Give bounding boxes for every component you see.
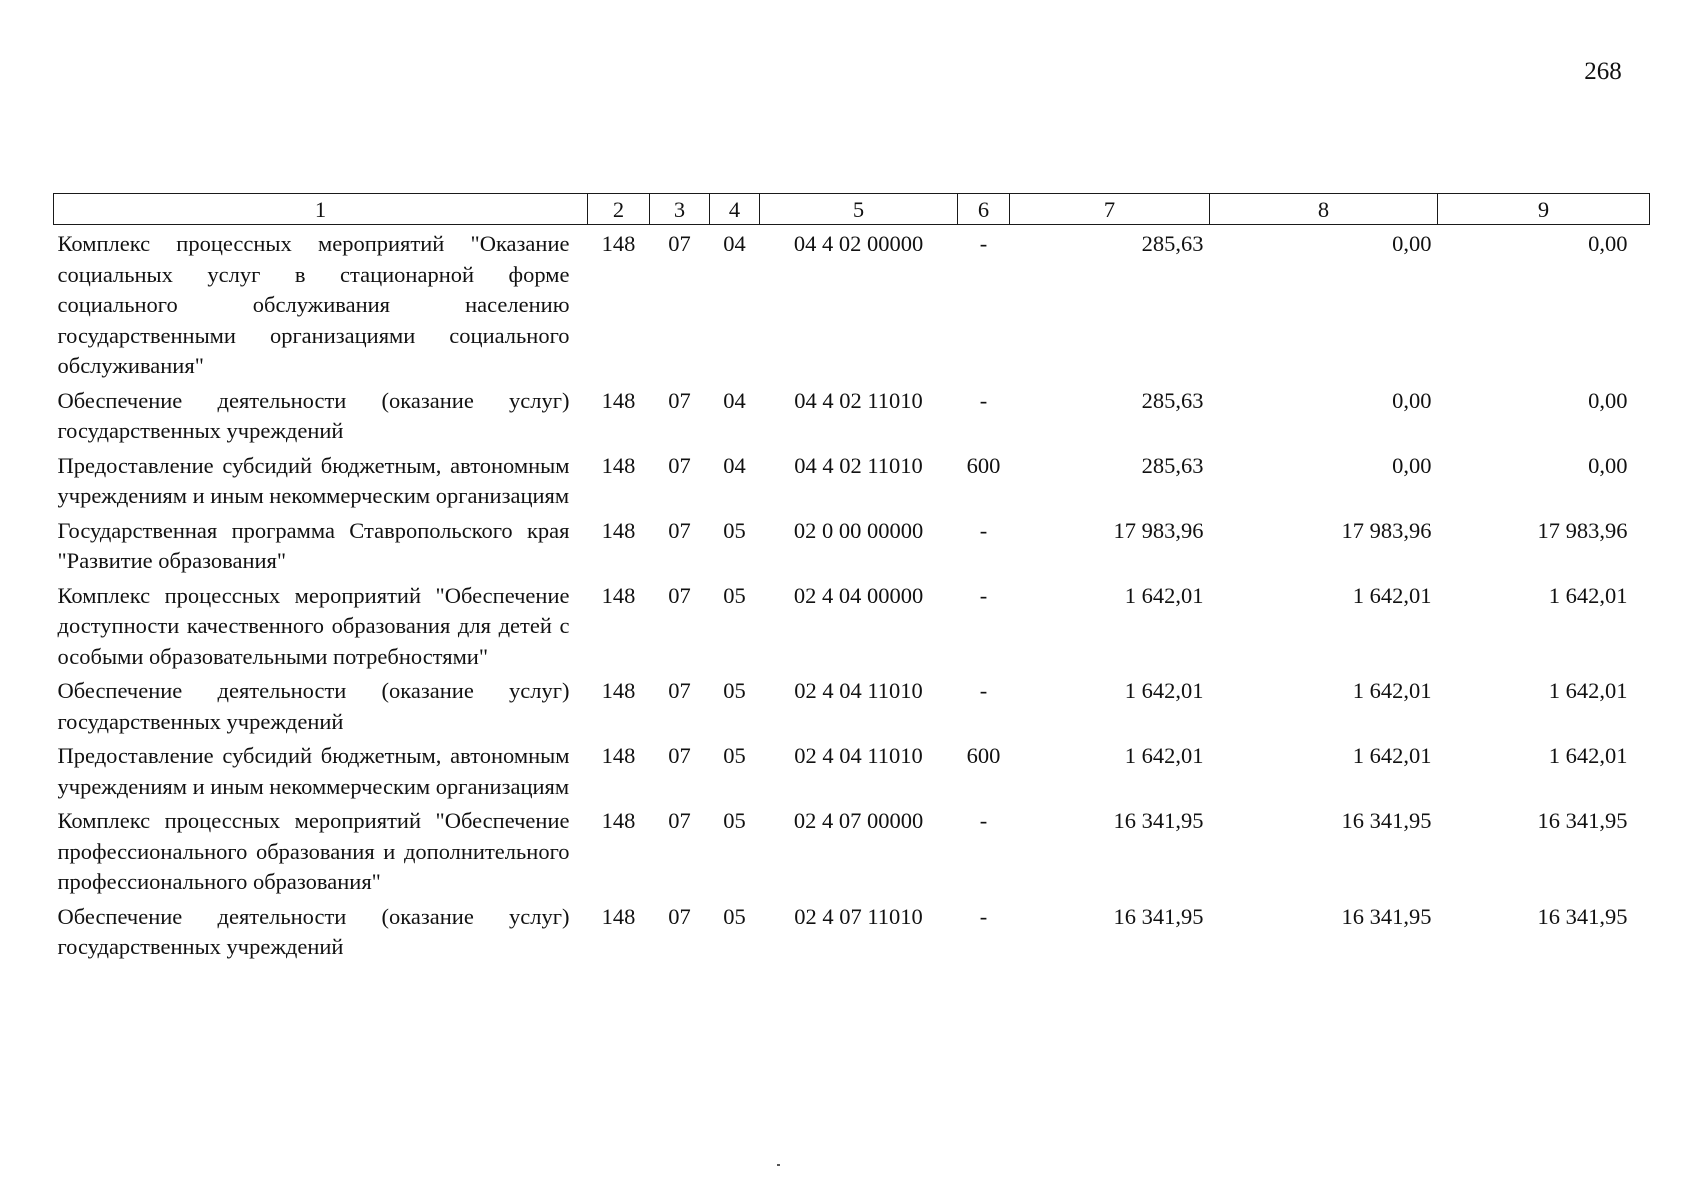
budget-table xyxy=(53,193,1650,963)
amount-col9-cell: 0,00 xyxy=(1588,231,1628,256)
table-row xyxy=(54,898,1650,963)
header-cell: 6 xyxy=(958,194,1010,225)
table-row xyxy=(54,382,1650,447)
subsection-code-cell: 05 xyxy=(723,808,746,833)
ministry-code-cell: 148 xyxy=(601,517,636,543)
ministry-code-cell: 148 xyxy=(601,678,636,703)
amount-col8-cell: 0,00 xyxy=(1392,387,1432,413)
row-name-cell: Комплекс процессных мероприятий "Обеспечение профессионального образования и дополнительного профессионального образования" xyxy=(57,808,570,894)
target-item-cell: 04 4 02 11010 xyxy=(794,387,923,413)
amount-col9-cell: 1 642,01 xyxy=(1548,743,1628,768)
subsection-code-cell: 05 xyxy=(723,743,746,768)
header-row xyxy=(54,194,1650,225)
row-name-cell: Комплекс процессных мероприятий "Оказание социальных услуг в стационарной форме социального обслуживания населению государственными организациями социального обслуживания" xyxy=(57,231,570,378)
expense-type-cell: 600 xyxy=(966,743,1001,768)
expense-type-cell: - xyxy=(979,387,988,413)
amount-col7-cell: 285,63 xyxy=(1141,387,1204,413)
target-item-cell: 02 4 04 11010 xyxy=(794,743,923,768)
section-code-cell: 07 xyxy=(668,582,691,608)
header-cell: 8 xyxy=(1210,194,1438,225)
target-item-cell: 02 0 00 00000 xyxy=(793,517,924,543)
expense-type-cell: - xyxy=(979,903,988,929)
amount-col8-cell: 16 341,95 xyxy=(1341,903,1432,929)
section-code-cell: 07 xyxy=(668,231,691,256)
header-cell: 1 xyxy=(54,194,588,225)
expense-type-cell: - xyxy=(979,678,988,703)
target-item-cell: 04 4 02 00000 xyxy=(793,231,924,256)
ministry-code-cell: 148 xyxy=(601,903,636,929)
amount-col7-cell: 1 642,01 xyxy=(1124,582,1204,608)
subsection-code-cell: 05 xyxy=(723,678,746,703)
section-code-cell: 07 xyxy=(668,387,691,413)
expense-type-cell: 600 xyxy=(966,452,1001,478)
expense-type-cell: - xyxy=(979,231,988,256)
expense-type-cell: - xyxy=(979,808,988,833)
amount-col7-cell: 1 642,01 xyxy=(1124,678,1204,703)
amount-col8-cell: 16 341,95 xyxy=(1341,808,1432,833)
table-row xyxy=(54,225,1650,382)
amount-col7-cell: 17 983,96 xyxy=(1113,517,1204,543)
row-name-cell: Предоставление субсидий бюджетным, автономным учреждениям и иным некоммерческим организациям xyxy=(57,743,570,799)
section-code-cell: 07 xyxy=(668,743,691,768)
target-item-cell: 02 4 07 11010 xyxy=(794,903,923,929)
ministry-code-cell: 148 xyxy=(601,231,636,256)
subsection-code-cell: 04 xyxy=(723,387,746,413)
row-name-cell: Предоставление субсидий бюджетным, автономным учреждениям и иным некоммерческим организациям xyxy=(57,452,570,508)
subsection-code-cell: 05 xyxy=(723,582,746,608)
table-body xyxy=(54,225,1650,963)
amount-col8-cell: 1 642,01 xyxy=(1352,678,1432,703)
section-code-cell: 07 xyxy=(668,808,691,833)
amount-col9-cell: 16 341,95 xyxy=(1537,808,1628,833)
amount-col7-cell: 16 341,95 xyxy=(1113,903,1204,929)
row-name-cell: Комплекс процессных мероприятий "Обеспечение доступности качественного образования для детей с особыми образовательными потребностями" xyxy=(57,582,570,669)
amount-col8-cell: 1 642,01 xyxy=(1352,743,1432,768)
header-cell: 4 xyxy=(710,194,760,225)
amount-col8-cell: 1 642,01 xyxy=(1352,582,1432,608)
ministry-code-cell: 148 xyxy=(601,387,636,413)
amount-col7-cell: 16 341,95 xyxy=(1113,808,1204,833)
section-code-cell: 07 xyxy=(668,452,691,478)
section-code-cell: 07 xyxy=(668,678,691,703)
target-item-cell: 02 4 04 11010 xyxy=(794,678,923,703)
page-number: 268 xyxy=(1584,58,1622,85)
subsection-code-cell: 04 xyxy=(723,231,746,256)
section-code-cell: 07 xyxy=(668,517,691,543)
subsection-code-cell: 05 xyxy=(723,903,746,929)
amount-col7-cell: 1 642,01 xyxy=(1124,743,1204,768)
ministry-code-cell: 148 xyxy=(601,452,636,478)
target-item-cell: 02 4 07 00000 xyxy=(793,808,924,833)
header-cell: 2 xyxy=(588,194,650,225)
amount-col9-cell: 0,00 xyxy=(1588,387,1628,413)
header-cell: 5 xyxy=(760,194,958,225)
table-row xyxy=(54,802,1650,898)
row-name-cell: Государственная программа Ставропольского края "Развитие образования" xyxy=(57,517,570,573)
amount-col9-cell: 16 341,95 xyxy=(1537,903,1628,929)
ministry-code-cell: 148 xyxy=(601,743,636,768)
ministry-code-cell: 148 xyxy=(601,808,636,833)
expense-type-cell: - xyxy=(979,582,988,608)
header-cell: 3 xyxy=(650,194,710,225)
table-row xyxy=(54,672,1650,737)
table-row xyxy=(54,447,1650,512)
row-name-cell: Обеспечение деятельности (оказание услуг) государственных учреждений xyxy=(57,678,570,734)
amount-col8-cell: 0,00 xyxy=(1392,452,1432,478)
amount-col9-cell: 17 983,96 xyxy=(1537,517,1628,543)
amount-col8-cell: 0,00 xyxy=(1392,231,1432,256)
row-name-cell: Обеспечение деятельности (оказание услуг) государственных учреждений xyxy=(57,387,570,443)
section-code-cell: 07 xyxy=(668,903,691,929)
amount-col7-cell: 285,63 xyxy=(1141,231,1204,256)
subsection-code-cell: 05 xyxy=(723,517,746,543)
row-name-cell: Обеспечение деятельности (оказание услуг) государственных учреждений xyxy=(57,903,570,959)
expense-type-cell: - xyxy=(979,517,988,543)
header-cell: 7 xyxy=(1010,194,1210,225)
header-cell: 9 xyxy=(1438,194,1650,225)
ministry-code-cell: 148 xyxy=(601,582,636,608)
target-item-cell: 02 4 04 00000 xyxy=(793,582,924,608)
subsection-code-cell: 04 xyxy=(723,452,746,478)
amount-col9-cell: 1 642,01 xyxy=(1548,678,1628,703)
amount-col9-cell: 0,00 xyxy=(1588,452,1628,478)
target-item-cell: 04 4 02 11010 xyxy=(794,452,923,478)
table-row xyxy=(54,737,1650,802)
scan-speck xyxy=(777,1164,780,1166)
amount-col9-cell: 1 642,01 xyxy=(1548,582,1628,608)
amount-col8-cell: 17 983,96 xyxy=(1341,517,1432,543)
amount-col7-cell: 285,63 xyxy=(1141,452,1204,478)
table-row xyxy=(54,512,1650,577)
table-row xyxy=(54,577,1650,673)
